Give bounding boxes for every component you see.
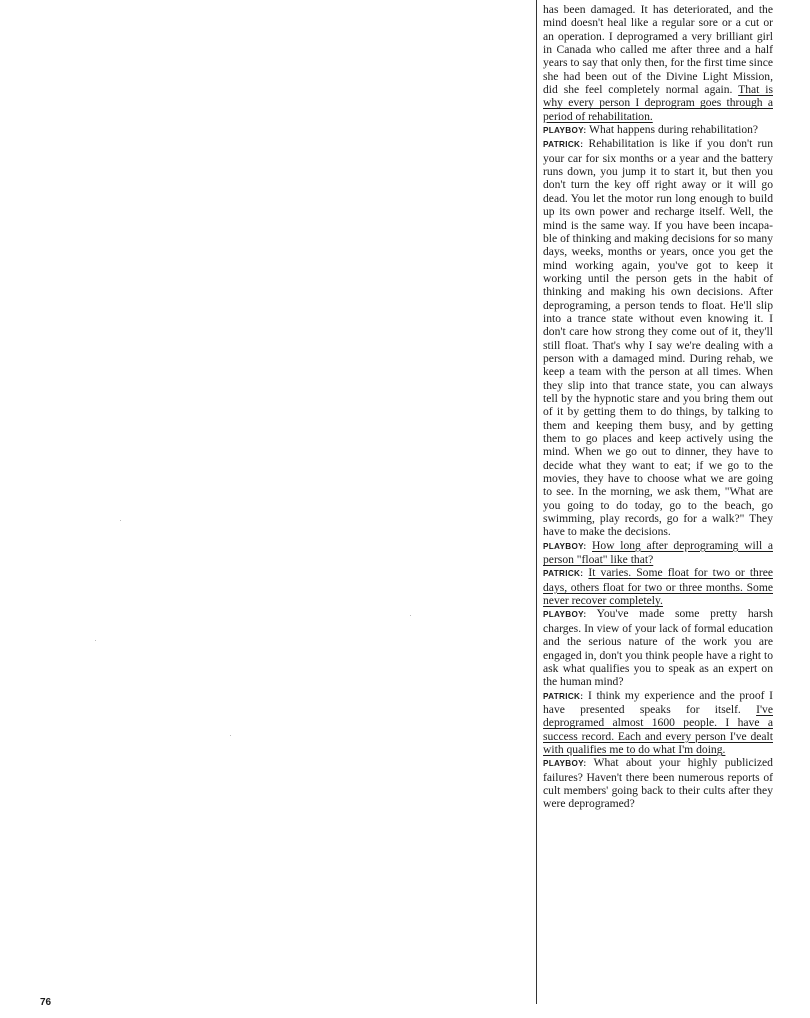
scan-speck	[95, 640, 96, 641]
interview-paragraph	[543, 123, 773, 137]
speaker-label: PLAYBOY:	[543, 126, 587, 136]
interview-paragraph	[543, 689, 773, 757]
interview-paragraph	[543, 566, 773, 607]
interview-paragraph	[543, 756, 773, 810]
paragraph-text: Rehabilitation is like if you don't run your car for six months or a year and the battery runs down, you jump it to start it, but then you don't turn the key off right away or it will go dead. You let the motor run long enough to build up its own power and recharge itself. Well, the mind is the same way. If you have been incapable of thinking and making decisions for so many days, weeks, months or years, once you get the mind working again, you've got to keep it working until the person gets in the habit of thinking and making his own decisions. After deprograming, a person tends to float. He'll slip into a trance state without even knowing it. I don't care how strong they come out of it, they'll still float. That's why I say we're dealing with a person with a damaged mind. During rehab, we keep a team with the person at all times. When they slip into that trance state, you can always tell by the hypnotic stare and you bring them out of it by getting them to do things, by talking to them and keeping them busy, and by getting them to go places and keep actively using the mind. When we go out to dinner, they have to decide what they want to eat; if we go to the movies, they have to choose what we are going to see. In the morning, we ask them, "What are you going to do today, go to the beach, go swimming, play records, go for a walk?" They have to make the decisions.	[543, 137, 773, 539]
interview-paragraph	[543, 137, 773, 538]
paragraph-text: You've made some pretty harsh charges. In view of your lack of formal education and the serious nature of the work you are engaged in, don't you think people have a right to ask what qualifies you to speak as an expert on the human mind?	[543, 607, 774, 689]
speaker-label: PLAYBOY:	[543, 759, 587, 769]
speaker-label: PLAYBOY:	[543, 610, 587, 620]
speaker-label: PATRICK:	[543, 569, 584, 579]
underlined-passage: How long after deprograming will a person "float" like that?	[543, 538, 773, 567]
paragraph-text: has been damaged. It has deteriorated, and the mind doesn't heal like a regular sore or a cut or an operation. I deprogramed a very brilliant girl in Canada who called me after three and a half years to say that only then, for the first time since she had been out of the Divine Light Mission, did she feel completely normal again.	[543, 3, 773, 97]
scan-speck	[120, 520, 121, 521]
scan-speck	[410, 615, 411, 616]
column-rule	[536, 0, 537, 1004]
scan-speck	[230, 735, 231, 736]
interview-paragraph	[543, 539, 773, 567]
speaker-label: PLAYBOY:	[543, 541, 587, 551]
paragraph-text: I think my experience and the proof I have presented speaks for itself.	[543, 688, 773, 716]
interview-paragraph	[543, 607, 773, 688]
underlined-passage: I've deprogramed almost 1600 people. I have a success record. Each and every person I've dealt with qualifies me to do what I'm doing.	[543, 702, 773, 756]
underlined-passage: It varies. Some float for two or three days, others float for two or three months. Some never recover completely.	[543, 566, 773, 608]
paragraph-text: What happens during rehabilitation?	[589, 123, 759, 137]
page-number: 76	[40, 997, 52, 1008]
paragraph-text: What about your highly publicized failures? Haven't there been numerous reports of cult members' going back to their cults after they were deprogramed?	[543, 756, 773, 811]
speaker-label: PATRICK:	[543, 140, 584, 150]
interview-column	[543, 3, 773, 811]
speaker-label: PATRICK:	[543, 691, 584, 701]
underlined-passage: That is why every person I deprogram goes through a period of rehabilitation.	[543, 83, 773, 123]
interview-paragraph	[543, 3, 773, 123]
